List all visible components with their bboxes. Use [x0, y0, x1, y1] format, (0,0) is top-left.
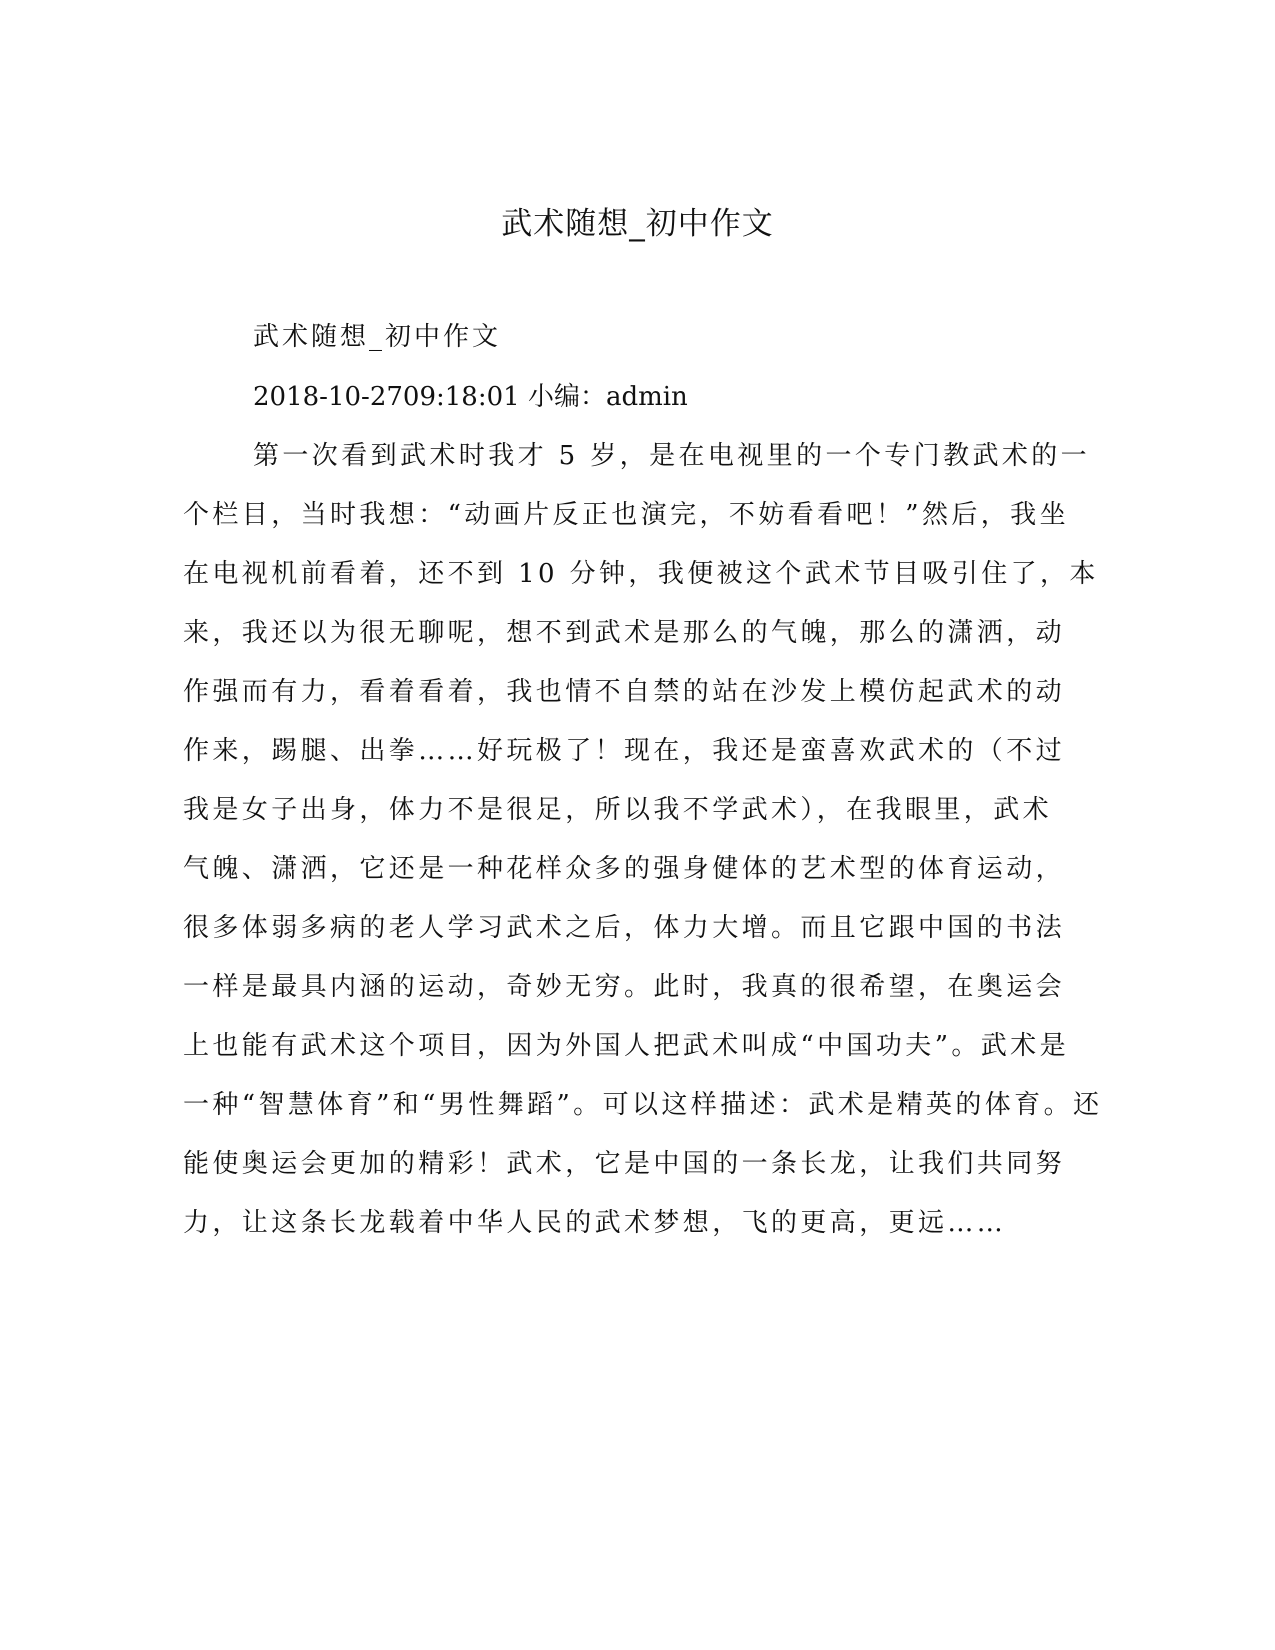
body-line: 一样是最具内涵的运动，奇妙无穷。此时，我真的很希望，在奥运会	[183, 972, 1066, 1002]
article-meta: 2018-10-2709:18:01 小编：admin	[253, 382, 688, 412]
body-line: 能使奥运会更加的精彩！武术，它是中国的一条长龙，让我们共同努	[183, 1149, 1066, 1179]
body-line: 个栏目，当时我想：“动画片反正也演完，不妨看看吧！”然后，我坐	[183, 500, 1069, 530]
article-subtitle: 武术随想_初中作文	[253, 322, 502, 352]
body-line: 作强而有力，看着看着，我也情不自禁的站在沙发上模仿起武术的动	[183, 677, 1066, 707]
body-line: 第一次看到武术时我才 5 岁，是在电视里的一个专门教武术的一	[253, 441, 1091, 471]
document-title: 武术随想_初中作文	[501, 206, 774, 242]
body-line: 很多体弱多病的老人学习武术之后，体力大增。而且它跟中国的书法	[183, 913, 1066, 943]
body-line: 力，让这条长龙载着中华人民的武术梦想，飞的更高，更远……	[183, 1208, 1007, 1238]
body-line: 作来，踢腿、出拳……好玩极了！现在，我还是蛮喜欢武术的（不过	[183, 736, 1066, 766]
body-line: 来，我还以为很无聊呢，想不到武术是那么的气魄，那么的潇洒，动	[183, 618, 1066, 648]
body-line: 一种“智慧体育”和“男性舞蹈”。可以这样描述：武术是精英的体育。还	[183, 1090, 1103, 1120]
body-line: 在电视机前看着，还不到 10 分钟，我便被这个武术节目吸引住了，本	[183, 559, 1099, 589]
body-line: 上也能有武术这个项目，因为外国人把武术叫成“中国功夫”。武术是	[183, 1031, 1069, 1061]
body-line: 我是女子出身，体力不是很足，所以我不学武术），在我眼里，武术	[183, 795, 1053, 825]
body-line: 气魄、潇洒，它还是一种花样众多的强身健体的艺术型的体育运动，	[183, 854, 1066, 884]
